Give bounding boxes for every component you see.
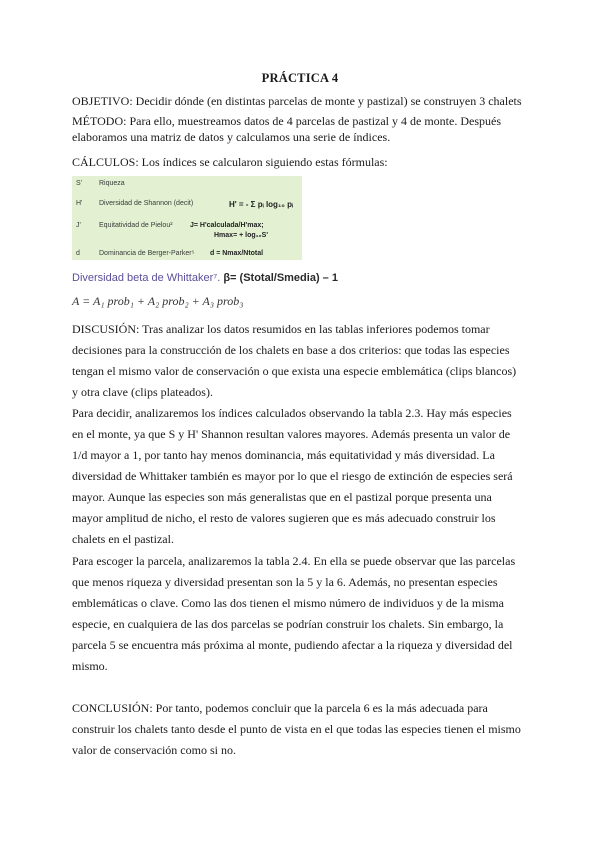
- discusion-line-2: decisiones para la construcción de los chalets en base a dos criterios: que todas las especies: [72, 343, 510, 357]
- para2-line-1: Para escoger la parcela, analizaremos la tabla 2.4. En ella se puede observar que las parcelas: [72, 554, 516, 568]
- para1-line-7: chalets en el pastizal.: [72, 532, 174, 546]
- formula-symbol: S': [76, 180, 83, 187]
- formula-symbol: H': [76, 200, 83, 207]
- para2-line-5: parcela 5 se encuentra más próxima al monte, pudiendo afectar a la riqueza y diversidad del: [72, 638, 513, 652]
- para2-line-2: que menos riqueza y diversidad presentan son la 5 y la 6. Además, no presentan especies: [72, 575, 498, 589]
- whittaker-label: Diversidad beta de Whittaker⁷.: [72, 272, 221, 284]
- formula-equation: d = Nmax/Ntotal: [210, 250, 264, 257]
- discusion-line-3: tengan el mismo valor de conservación o que exista una especie emblemática (clips blancos): [72, 364, 517, 378]
- formula-name: Equitatividad de Pielou²: [99, 222, 173, 229]
- discusion-line-4: y otra clave (clips plateados).: [72, 385, 213, 399]
- page-title: PRÁCTICA 4: [261, 71, 339, 85]
- metodo-line-2: elaboramos una matriz de datos y calculamos una serie de índices.: [72, 130, 391, 144]
- para1-line-3: 1/d mayor a 1, por tanto hay menos dominancia, más equitatividad y más diversidad. La: [72, 448, 495, 462]
- conclusion-line-3: valor de conservación como si no.: [72, 743, 236, 757]
- para1-line-5: mayor. Aunque las especies son más generalistas que en el pastizal porque presenta una: [72, 490, 492, 504]
- calculos-line: CÁLCULOS: Los índices se calcularon siguiendo estas fórmulas:: [72, 155, 388, 169]
- whittaker-equation: β= (Stotal/Smedia) – 1: [223, 272, 338, 284]
- formula-figure: [72, 176, 302, 260]
- formula-name: Diversidad de Shannon (decit): [99, 200, 194, 207]
- formula-name: Riqueza: [99, 180, 125, 187]
- amplitude-formula: A = A₁ prob₁ + A₂ prob₂ + A₃ prob₃: [72, 294, 244, 308]
- conclusion-line-2: construir los chalets tanto desde el punto de vista en el que todas las especies tienen el mismo: [72, 722, 521, 736]
- conclusion-line-1: CONCLUSIÓN: Por tanto, podemos concluir que la parcela 6 es la más adecuada para: [72, 701, 488, 715]
- para2-line-3: emblemáticas o clave. Como las dos tienen el mismo número de individuos y de la misma: [72, 596, 504, 610]
- metodo-line-1: MÉTODO: Para ello, muestreamos datos de 4 parcelas de pastizal y 4 de monte. Después: [72, 114, 501, 128]
- objetivo-line: OBJETIVO: Decidir dónde (en distintas parcelas de monte y pastizal) se construyen 3 chalets: [72, 94, 522, 108]
- para1-line-6: mayor amplitud de nicho, el resto de valores sugieren que es más adecuado construir los: [72, 511, 496, 525]
- discusion-line-1: DISCUSIÓN: Tras analizar los datos resumidos en las tablas inferiores podemos tomar: [72, 322, 490, 336]
- whittaker-formula: [72, 272, 338, 284]
- formula-equation: J= H'calculada/H'max;: [190, 222, 264, 229]
- para2-line-6: mismo.: [72, 659, 108, 673]
- formula-name: Dominancia de Berger-Parker⁵: [99, 250, 195, 257]
- para2-line-4: especie, en cualquiera de las dos parcelas se podrían construir los chalets. Sin embargo, la: [72, 617, 504, 631]
- formula-symbol: J': [76, 222, 81, 229]
- para1-line-4: diversidad de Whittaker también es mayor por lo que el riesgo de extinción de especies será: [72, 469, 513, 483]
- formula-equation: H' = - Σ pᵢ log₁₀ pᵢ: [229, 200, 294, 209]
- formula-symbol: d: [76, 250, 80, 257]
- para1-line-2: en el monte, ya que S y H' Shannon resultan valores mayores. Además presenta un valor de: [72, 427, 511, 441]
- formula-equation: Hmax= + log₁₀S': [214, 232, 269, 239]
- para1-line-1: Para decidir, analizaremos los índices calculados observando la tabla 2.3. Hay más especies: [72, 406, 512, 420]
